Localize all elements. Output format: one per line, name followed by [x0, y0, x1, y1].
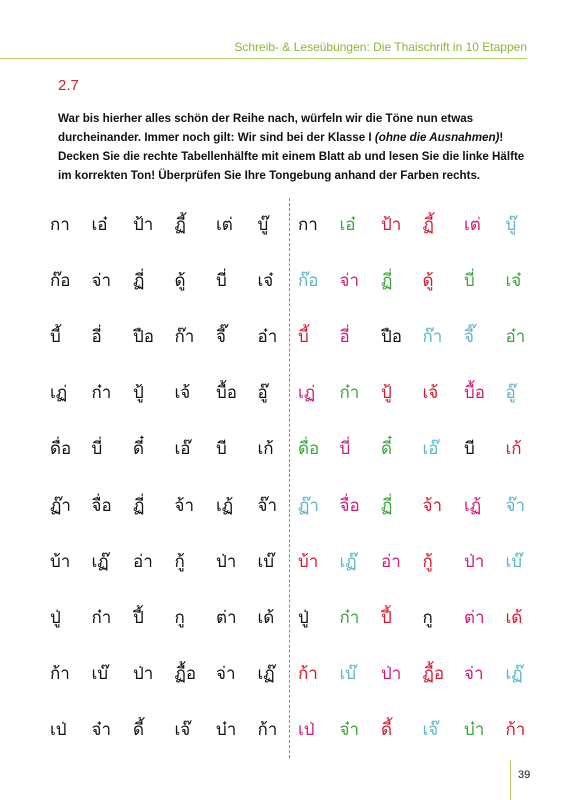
plain-syllable: ฏื้อ: [174, 663, 197, 684]
colored-syllable: จ๊า: [505, 495, 526, 516]
colored-syllable: ปู่: [298, 607, 309, 628]
colored-syllable: อู๊: [505, 383, 516, 404]
plain-syllable: เด้: [257, 607, 275, 628]
section-number: 2.7: [58, 77, 79, 94]
plain-syllable: ฏี่: [133, 271, 145, 292]
plain-syllable: ก้า: [50, 663, 70, 684]
plain-syllable: บี่: [216, 271, 227, 292]
colored-syllable: จ่า: [339, 271, 360, 292]
plain-syllable: ต่า: [216, 607, 237, 628]
colored-syllable: ป้า: [381, 215, 402, 235]
header-rule: [0, 58, 527, 59]
colored-syllable: ดู้: [422, 271, 434, 292]
colored-syllable: ฏ๊า: [298, 495, 319, 516]
colored-syllable: ก้า: [505, 719, 526, 740]
colored-syllable: กา: [298, 215, 318, 235]
plain-syllable: ฏี่: [133, 495, 145, 516]
colored-syllable: เจ๋: [505, 271, 522, 292]
colored-syllable: เฏ๊: [505, 663, 523, 684]
plain-syllable: เอ๋: [91, 215, 108, 235]
plain-syllable: บ้า: [50, 551, 71, 572]
colored-syllable: เด้: [505, 607, 523, 628]
plain-syllable: ก๊อ: [50, 271, 71, 292]
colored-syllable: เบ๊: [505, 551, 523, 572]
colored-syllable: จ่า: [464, 663, 484, 684]
colored-syllable: เฏ้: [464, 495, 482, 516]
colored-syllable: จี๊: [464, 327, 474, 348]
intro-italic: (ohne die Ausnahmen): [374, 131, 500, 144]
plain-syllable: กา: [50, 215, 70, 235]
plain-syllable: บ๋า: [216, 719, 237, 740]
colored-syllable: เอ๋: [339, 215, 356, 235]
colored-syllable: บี: [464, 439, 475, 460]
colored-syllable: เก้: [505, 439, 522, 460]
plain-syllable: อ๋า: [257, 327, 278, 348]
colored-syllable: ฏี่: [381, 495, 393, 516]
colored-syllable: อ่า: [381, 551, 401, 572]
colored-syllable: กู: [422, 607, 433, 628]
plain-syllable: ดี๋: [133, 439, 145, 460]
plain-syllable: เจ๋: [257, 271, 274, 292]
plain-syllable: ก๊า: [174, 327, 195, 348]
page-header-title: Schreib- & Leseübungen: Die Thaischrift in 10 Etappen: [234, 40, 527, 54]
plain-syllable: บี่: [91, 439, 103, 460]
plain-syllable: อู๊: [257, 383, 268, 404]
plain-syllable: จ๊า: [257, 495, 278, 516]
colored-syllable: จ๋า: [339, 719, 360, 740]
colored-syllable: ฏี้: [422, 215, 434, 235]
plain-syllable: อ่า: [133, 551, 153, 572]
plain-syllable: ก๋า: [91, 383, 112, 404]
plain-syllable: ก๋า: [91, 607, 112, 628]
plain-syllable: ดี้: [133, 719, 145, 740]
colored-syllable: ก๊า: [422, 327, 443, 348]
colored-syllable: ดี้: [381, 719, 393, 740]
plain-syllable: เฏ้: [216, 495, 234, 516]
plain-syllable: จ่า: [216, 663, 236, 684]
colored-syllable: ก๋า: [339, 383, 360, 404]
colored-syllable: บี้: [298, 327, 309, 348]
plain-syllable: ดู้: [174, 271, 186, 292]
plain-syllable: กู: [174, 607, 185, 628]
colored-syllable: เฏ่: [298, 383, 316, 404]
intro-paragraph: [58, 109, 528, 185]
colored-syllable: บื้อ: [464, 383, 486, 404]
column-divider: [289, 198, 290, 758]
plain-syllable: ปู่: [50, 607, 61, 628]
plain-syllable: บี: [216, 439, 227, 460]
colored-syllable: ดี๋: [381, 439, 393, 460]
plain-syllable: จี๊: [216, 327, 226, 348]
colored-syllable: เฏ๊: [339, 551, 357, 572]
plain-syllable: จ่า: [91, 271, 112, 292]
colored-syllable: บ้า: [298, 551, 319, 572]
plain-syllable: ปี้: [133, 607, 144, 628]
colored-syllable: ฏี่: [381, 271, 393, 292]
plain-syllable: จ้า: [174, 495, 195, 516]
colored-syllable: ป่า: [464, 551, 485, 572]
colored-syllable: เจ๊: [422, 719, 439, 740]
plain-syllable: เจ๊: [174, 719, 191, 740]
colored-syllable: ต่า: [464, 607, 485, 628]
plain-syllable: ดื่อ: [50, 439, 72, 460]
plain-syllable: ก้า: [257, 719, 278, 740]
colored-syllable: บี่: [339, 439, 351, 460]
intro-text-1: War bis hierher alles schön der Reihe nach, würfeln wir die Töne nun etwas durcheinander. Immer noch gilt: Wir sind bei der Klasse I: [58, 112, 474, 144]
colored-syllable: ดื่อ: [298, 439, 320, 460]
intro-text-2: ! Decken Sie die rechte Tabellenhälfte mit einem Blatt ab und lesen Sie die linke Hälfte im korrekten Ton! Überprüfen Sie Ihre Tongebung anhand der Farben rechts.: [58, 131, 525, 182]
plain-syllable: เบ๊: [91, 663, 109, 684]
plain-syllable: กู้: [174, 551, 185, 572]
colored-syllable: เอ๊: [422, 439, 439, 460]
plain-syllable: ฏ๊า: [50, 495, 71, 516]
plain-syllable: เฏ่: [50, 383, 68, 404]
colored-syllable: ก้า: [298, 663, 318, 684]
colored-syllable: ปี้: [381, 607, 392, 628]
plain-syllable: เป่: [50, 719, 67, 740]
plain-syllable: ป้า: [133, 215, 154, 235]
plain-syllable: บื้อ: [216, 383, 238, 404]
colored-syllable: ปือ: [381, 327, 403, 348]
colored-syllable: ปู้: [381, 383, 392, 404]
plain-syllable: เต่: [216, 215, 233, 235]
plain-syllable: อี่: [91, 327, 102, 348]
plain-syllable: ปู้: [133, 383, 144, 404]
colored-syllable: บี่: [464, 271, 475, 292]
colored-syllable: กู้: [422, 551, 433, 572]
plain-syllable: เบ๊: [257, 551, 275, 572]
colored-syllable: บู๊: [505, 215, 517, 235]
plain-syllable: เก้: [257, 439, 274, 460]
plain-syllable: ป่า: [216, 551, 237, 572]
colored-syllable: เป่: [298, 719, 315, 740]
colored-syllable: อี่: [339, 327, 350, 348]
colored-syllable: จื่อ: [339, 495, 360, 516]
colored-syllable: เจ้: [422, 383, 439, 404]
plain-syllable: เฏ๊: [91, 551, 109, 572]
plain-syllable: ป่า: [133, 663, 154, 684]
colored-syllable: เบ๊: [339, 663, 357, 684]
colored-syllable: เต่: [464, 215, 481, 235]
colored-syllable: ก๋า: [339, 607, 360, 628]
plain-syllable: ฏี้: [174, 215, 186, 235]
colored-syllable: จ้า: [422, 495, 443, 516]
colored-syllable: อ๋า: [505, 327, 526, 348]
plain-syllable: จื่อ: [91, 495, 112, 516]
colored-syllable: ฏื้อ: [422, 663, 445, 684]
colored-syllable: บ๋า: [464, 719, 485, 740]
plain-syllable: เฏ๊: [257, 663, 275, 684]
colored-syllable: ป่า: [381, 663, 402, 684]
plain-syllable: เอ๊: [174, 439, 191, 460]
plain-syllable: จ๋า: [91, 719, 112, 740]
plain-syllable: บู๊: [257, 215, 269, 235]
colored-syllable: ก๊อ: [298, 271, 319, 292]
page-number: 39: [518, 769, 531, 781]
footer-rule: [510, 760, 511, 800]
plain-syllable: เจ้: [174, 383, 191, 404]
plain-syllable: ปือ: [133, 327, 155, 348]
plain-syllable: บี้: [50, 327, 61, 348]
